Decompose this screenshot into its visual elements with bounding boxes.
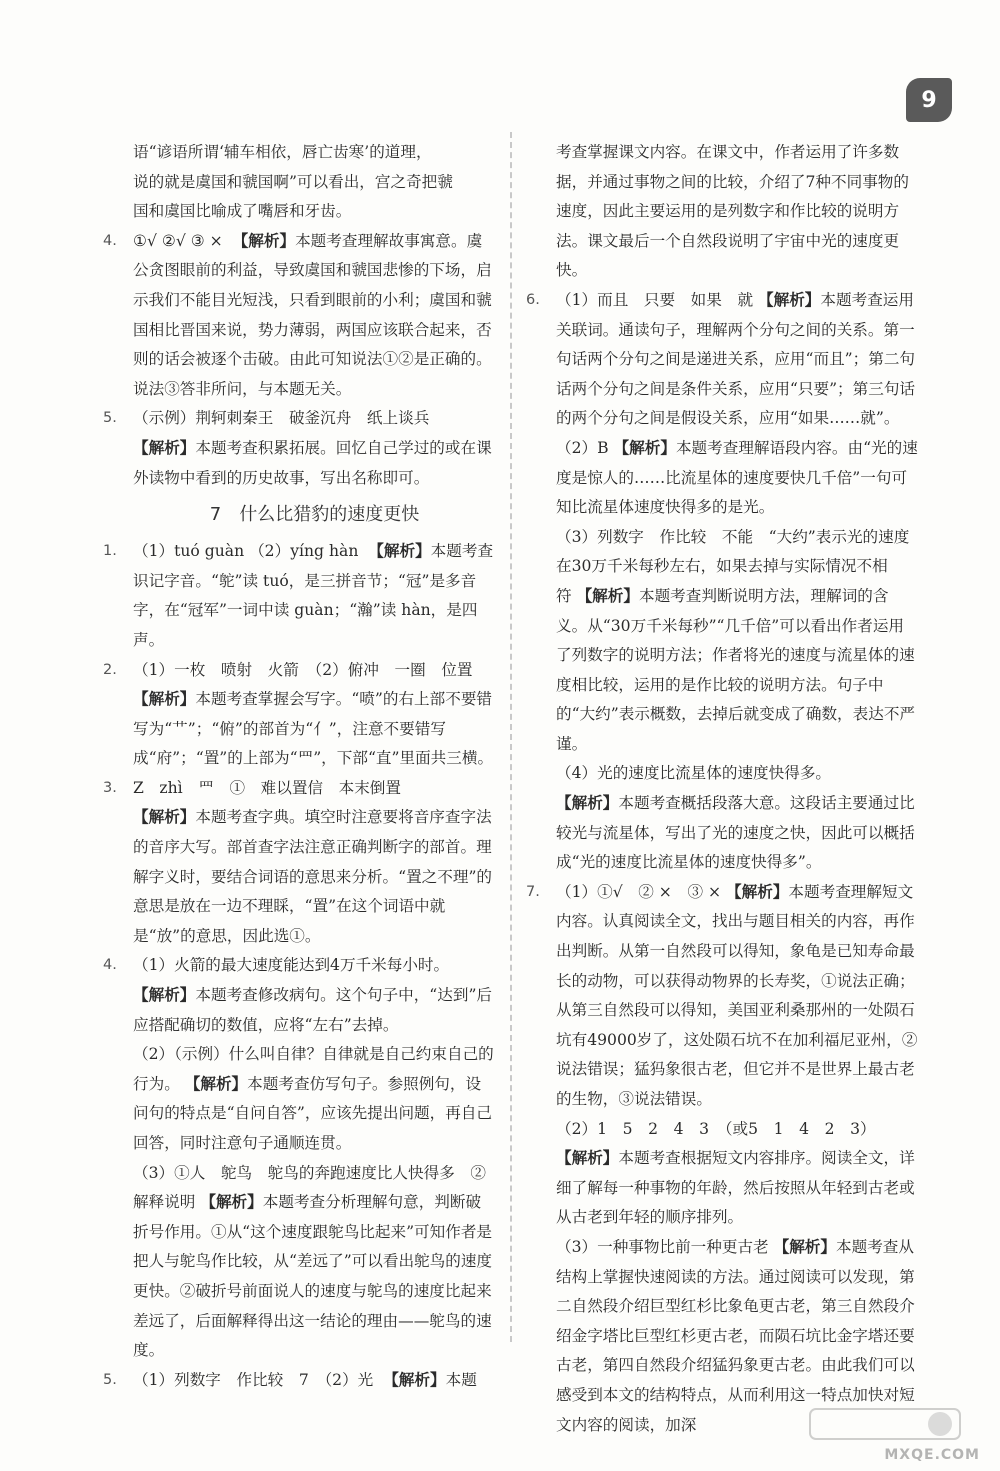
analysis-mark: 【解析】 bbox=[613, 438, 676, 457]
analysis-mark: 【解析】 bbox=[232, 231, 296, 250]
analysis-mark: 【解析】 bbox=[133, 808, 196, 827]
intro-paragraph bbox=[103, 138, 496, 227]
answer: （示例）荆轲刺秦王 破釜沉舟 纸上谈兵 bbox=[133, 409, 430, 428]
question-number: 4. bbox=[103, 957, 117, 974]
section-title: 7 什么比猎豹的速度更快 bbox=[209, 504, 420, 526]
answer: （1）列数字 作比较 7 （2）光 bbox=[133, 1370, 374, 1389]
analysis-mark: 【解析】 bbox=[383, 1370, 446, 1389]
s-question-5 bbox=[103, 1366, 496, 1396]
answer-part-1: （1）而且 只要 如果 就 bbox=[556, 290, 754, 309]
question-number: 2. bbox=[103, 661, 117, 678]
answer-part-1: （1）①√ ② × ③ × bbox=[556, 882, 722, 901]
analysis-text: 本题考查积累拓展。回忆自己学过的或在课外读物中看到的历史故事，写出名称即可。 bbox=[133, 438, 492, 487]
question-number: 4. bbox=[103, 232, 117, 249]
analysis-text: 本题考查从结构上掌握快速阅读的方法。通过阅读可以发现，第二自然段介绍巨型红杉比象龟更古老，第三自然段介绍金字塔比巨型红杉更古老，而陨石坑比金字塔还要古老，第四自然段介绍猛犸象更古老。由此我们可以感受到本文的结构特点，从而利用这一特点加快对短文内容的阅读，加深 bbox=[556, 1237, 915, 1434]
s-question-7 bbox=[526, 878, 918, 1440]
question-number: 5. bbox=[103, 410, 117, 427]
analysis-mark: 【解析】 bbox=[184, 1074, 248, 1093]
question-number: 1. bbox=[103, 543, 117, 560]
analysis-mark: 【解析】 bbox=[758, 290, 821, 309]
s-question-1 bbox=[103, 537, 496, 655]
answer-part-4: （4）光的速度比流星体的速度快得多。 bbox=[556, 764, 832, 783]
answer-part-2: （2）B bbox=[556, 438, 609, 457]
analysis-text: 本题考查掌握会写字。“喷”的右上部不要错写为“艹”；“俯”的部首为“亻”，注意不要错写成“府”；“置”的上部为“罒”，下部“直”里面共三横。 bbox=[133, 690, 494, 768]
answer-part-1: （1）火箭的最大速度能达到4万千米每小时。 bbox=[133, 956, 450, 975]
analysis-text: 本题考查根据短文内容排序。阅读全文，详细了解每一种事物的年龄，然后按照从年轻到古老或从古老到年轻的顺序排列。 bbox=[556, 1149, 915, 1227]
question-number: 6. bbox=[526, 291, 540, 308]
analysis-mark: 【解析】 bbox=[133, 438, 196, 457]
page-number-badge: 9 bbox=[906, 78, 952, 122]
question-4 bbox=[103, 227, 496, 405]
s-question-6 bbox=[526, 286, 918, 878]
answer: ①√ ②√ ③ × bbox=[133, 231, 223, 250]
answer: （1）tuó guàn （2）yíng hàn bbox=[133, 542, 359, 561]
question-number: 7. bbox=[526, 883, 540, 900]
analysis-text: 本题考查分析理解句意，判断破折号作用。①从“这个速度跟鸵鸟比起来”可知作者是把人与鸵鸟作比较，从“差远了”可以看出鸵鸟的速度更快。②破折号前面说人的速度与鸵鸟的速度比起来差远了，后面解释得出这一结论的理由——鸵鸟的速度。 bbox=[133, 1193, 493, 1360]
analysis-mark: 【解析】 bbox=[200, 1193, 263, 1212]
analysis-text: 本题考查理解语段内容。由“光的速度是惊人的……比流星体的速度要快几千倍”一句可知比流星体速度快得多的是光。 bbox=[556, 438, 918, 517]
analysis-mark: 【解析】 bbox=[726, 882, 789, 901]
analysis-mark: 【解析】 bbox=[773, 1237, 836, 1256]
analysis-mark: 【解析】 bbox=[133, 690, 196, 709]
text-line: 国和虞国比喻成了嘴唇和牙齿。 bbox=[133, 202, 352, 221]
analysis-mark: 【解析】 bbox=[576, 586, 639, 605]
analysis-text: 本题考查仿写句子。参照例句，设问句的特点是“自问自答”，应该先提出问题，再自己回答，同时注意句子通顺连贯。 bbox=[133, 1074, 493, 1152]
analysis-mark: 【解析】 bbox=[556, 1149, 619, 1168]
answer-part-3: （3）一种事物比前一种更古老 bbox=[556, 1237, 769, 1256]
answer-part-3: （3）①人 鸵鸟 鸵鸟的奔跑速度比人快得多 ②解释说明 【解析】本题考查分析理解句意，判断破折号作用。①从“这个速度跟鸵鸟比起来”可知作者是把人与鸵鸟作比较，从“差远了”可以看出鸵鸟的速度更快。②破折号前面说人的速度与鸵鸟的速度比起来差远了，后面解释得出这一结论的理由——鸵鸟的速度。 bbox=[133, 1163, 493, 1360]
answer-part-3: （3）列数字 作比较 不能 “大约”表示光的速度在30万千米每秒左右，如果去掉与实际情况不相符 bbox=[556, 527, 910, 605]
analysis-text: 本题考查理解故事寓意。虞公贪图眼前的利益，导致虞国和虢国悲惨的下场，启示我们不能目光短浅，只看到眼前的小利；虞国和虢国相比晋国来说，势力薄弱，两国应该联合起来，否则的话会被逐个击破。由此可知说法①②是正确的。说法③答非所问，与本题无关。 bbox=[133, 231, 492, 398]
s-question-3 bbox=[103, 774, 496, 952]
watermark-logo-text: MXQE.COM bbox=[884, 1447, 980, 1463]
column-divider bbox=[510, 132, 512, 1342]
question-number: 5. bbox=[103, 1371, 117, 1388]
analysis-text: 本题考查修改病句。这个句子中，“达到”后应搭配确切的数值，应将“左右”去掉。 bbox=[133, 986, 493, 1034]
analysis-text: 本题考查理解短文内容。认真阅读全文，找出与题目相关的内容，再作出判断。从第一自然段可以得知，象龟是已知寿命最长的动物，可以获得动物界的长寿奖，①说法正确；从第三自然段可以得知，美国亚利桑那州的一处陨石坑有49000岁了，这处陨石坑不在加利福尼亚州，②说法错误；猛犸象很古老，但它并不是世界上最古老的生物，③说法错误。 bbox=[556, 882, 918, 1108]
answer-part-2: （2）1 5 2 4 3 （或5 1 4 2 3） bbox=[556, 1119, 876, 1138]
analysis-text: 本题考查字典。填空时注意要将音序查字法的音序大写。部首查字法注意正确判断字的部首。理解字义时，要结合词语的意思来分析。“置之不理”的意思是放在一边不理睬，“置”在这个词语中就是“放”的意思，因此选①。 bbox=[133, 808, 493, 945]
analysis-mark: 【解析】 bbox=[556, 794, 619, 813]
analysis-text: 本题考查识记字音。“鸵”读 tuó，是三拼音节；“冠”是多音字，在“冠军”一词中读 guàn；“瀚”读 hàn，是四声。 bbox=[133, 542, 494, 649]
text-line: 语“谚语所谓‘辅车相依，唇亡齿寒’的道理， bbox=[133, 143, 432, 161]
text-line: 说的就是虞国和虢国啊”可以看出，宫之奇把虢 bbox=[133, 172, 453, 191]
s-question-2 bbox=[103, 656, 496, 774]
analysis-mark: 【解析】 bbox=[133, 986, 196, 1005]
continued-paragraph: 考查掌握课文内容。在课文中，作者运用了许多数据，并通过事物之间的比较，介绍了7种不同事物的速度，因此主要运用的是列数字和作比较的说明方法。课文最后一个自然段说明了宇宙中光的速度更快。 bbox=[556, 143, 909, 280]
question-number: 3. bbox=[103, 779, 117, 796]
answer: Z zhì 罒 ① 难以置信 本末倒置 bbox=[133, 778, 401, 797]
left-column bbox=[103, 138, 496, 1395]
analysis-text: 本题考查判断说明方法，理解词的含义。从“30万千米每秒”“几千倍”可以看出作者运用了列数字的说明方法；作者将光的速度与流星体的速度相比较，运用的是作比较的说明方法。句子中的“大约”表示概数，去掉后就变成了确数，表达不严谨。 bbox=[556, 586, 916, 753]
analysis-text: 本题 bbox=[445, 1370, 477, 1389]
right-column bbox=[526, 138, 918, 1440]
answer: （1）一枚 喷射 火箭 （2）俯冲 一圈 位置 bbox=[133, 660, 473, 679]
question-5 bbox=[103, 404, 496, 493]
analysis-text: 本题考查概括段落大意。这段话主要通过比较光与流星体，写出了光的速度之快，因此可以概括成“光的速度比流星体的速度快得多”。 bbox=[556, 794, 915, 872]
answer-part-2: （2）（示例）什么叫自律？自律就是自己约束自己的行为。 【解析】本题考查仿写句子。参照例句，设问句的特点是“自问自答”，应该先提出问题，再自己回答，同时注意句子通顺连贯。 bbox=[133, 1045, 494, 1152]
s-question-4 bbox=[103, 951, 496, 1365]
analysis-mark: 【解析】 bbox=[368, 542, 431, 561]
analysis-text: 本题考查运用关联词。通读句子，理解两个分句之间的关系。第一句话两个分句之间是递进关系，应用“而且”；第二句话两个分句之间是条件关系，应用“只要”；第三句话的两个分句之间是假设关系，应用“如果……就”。 bbox=[556, 290, 916, 428]
